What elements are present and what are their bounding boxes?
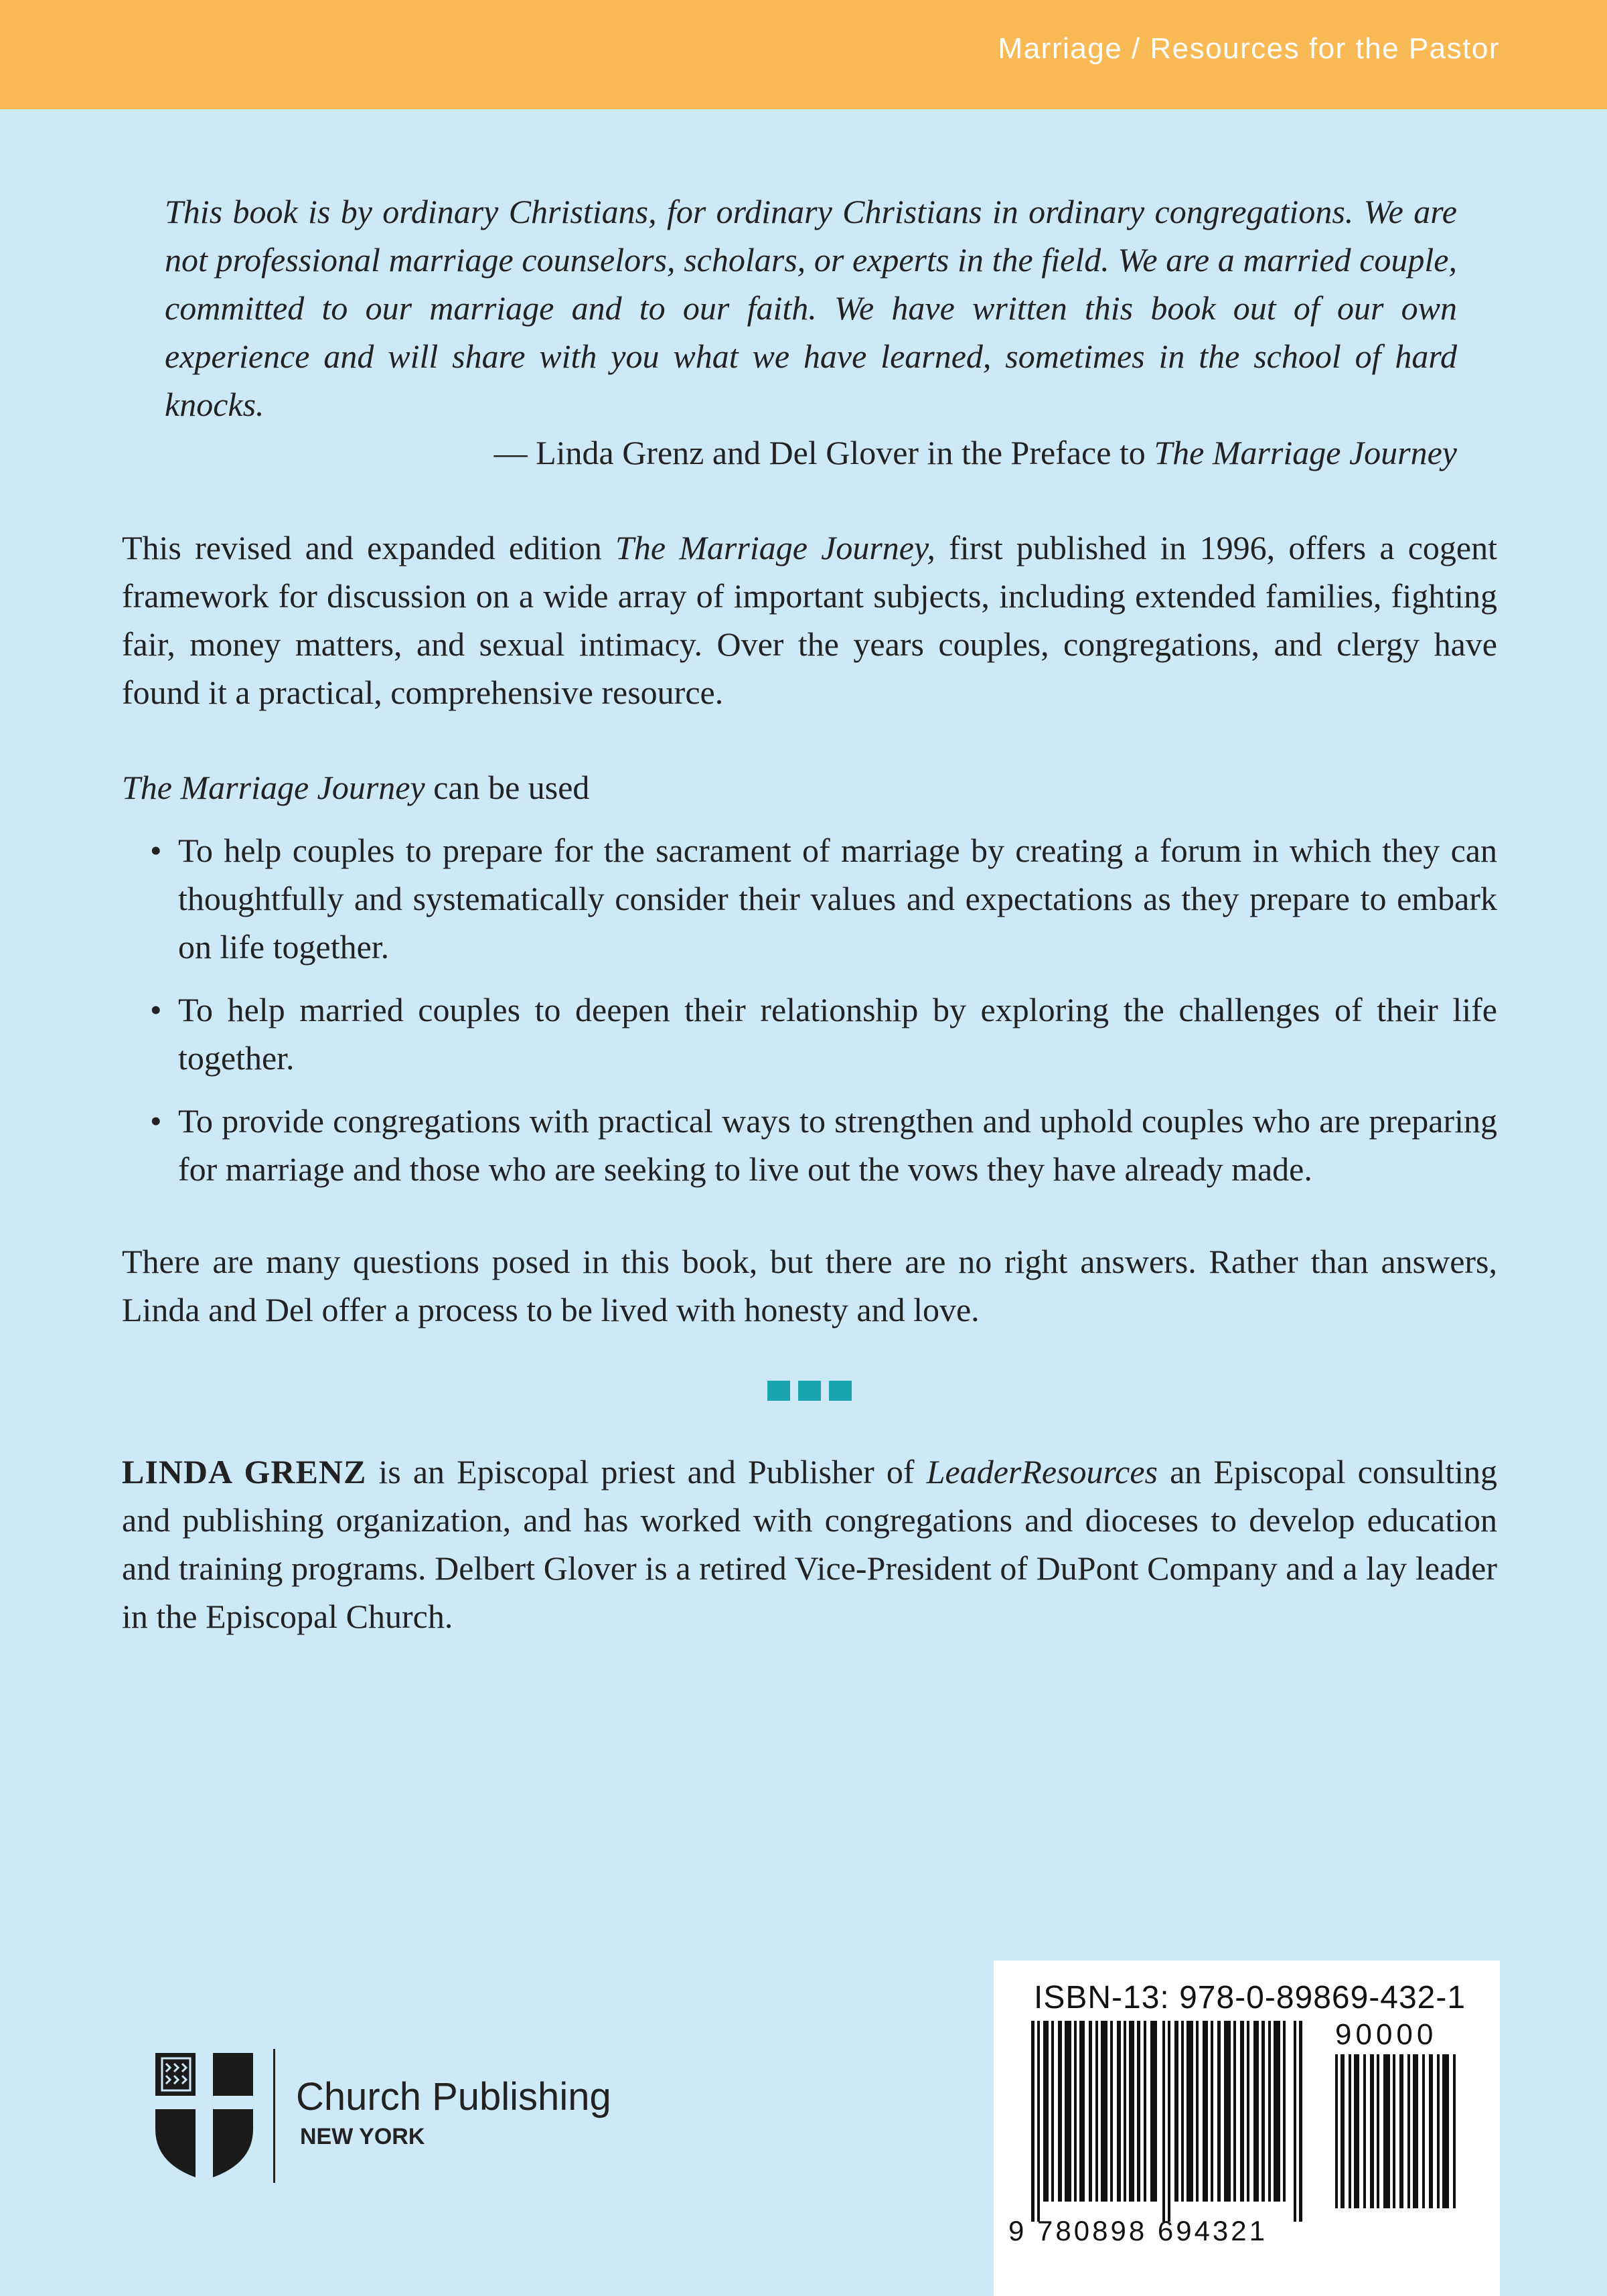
list-item	[122, 986, 1497, 1082]
price-code: 90000	[1335, 2018, 1438, 2051]
divider-square	[829, 1381, 852, 1401]
publisher-logo	[154, 2049, 663, 2183]
isbn-label: ISBN-13: 978-0-89869-432-1	[1034, 1980, 1466, 2015]
publisher-name: Church Publishing	[296, 2075, 611, 2119]
intro-post: first published in 1996, offers a cogent framework for discussion on a wide array of important subjects, including extended families, fighting fair, money matters, and sexual intimacy. Over the years couples, congregations, and clergy have found it a practical, comprehensive resource.	[122, 529, 1498, 711]
list-item	[122, 1097, 1497, 1193]
category-label: Marriage / Resources for the Pastor	[998, 32, 1500, 65]
bio-part1: is an Episcopal priest and Publisher of	[378, 1453, 915, 1490]
divider-square	[798, 1381, 821, 1401]
bio-part2: an Episcopal consulting and publishing organization, and has worked with congregations and dioceses to develop education and training programs. Delbert Glover is a retired Vice-President of DuPont Company and a lay leader in the Episcopal Church.	[122, 1453, 1498, 1635]
list-item-text: To provide congregations with practical ways to strengthen and uphold couples who are preparing for marriage and those who are seeking to live out the vows they have already made.	[178, 1102, 1497, 1188]
bio-org: LeaderResources	[926, 1453, 1158, 1490]
bullet-icon: •	[150, 1102, 162, 1140]
attribution-title: The Marriage Journey	[1154, 434, 1457, 471]
list-item	[122, 826, 1497, 971]
uses-list	[122, 826, 1497, 1193]
publisher-city: NEW YORK	[300, 2124, 425, 2149]
author-bio	[122, 1448, 1497, 1640]
bullet-icon: •	[150, 832, 162, 869]
barcode-box	[994, 1961, 1500, 2296]
divider-square	[767, 1381, 790, 1401]
preface-quote: This book is by ordinary Christians, for ordinary Christians in ordinary congregations. We are not professional marriage counselors, scholars, or experts in the field. We are a married couple, committed to our marriage and to our faith. We have written this book out of our own experience and will share with you what we have learned, sometimes in the school of hard knocks.	[165, 193, 1457, 423]
closing-paragraph: There are many questions posed in this book, but there are no right answers. Rather than answers, Linda and Del offer a process to be lived with honesty and love.	[122, 1243, 1497, 1328]
intro-pre: This revised and expanded edition	[122, 529, 602, 566]
back-cover-text	[122, 187, 1497, 1640]
shield-icon	[154, 2049, 254, 2183]
intro-title: The Marriage Journey,	[615, 529, 935, 566]
intro-paragraph	[122, 524, 1497, 716]
section-divider	[122, 1381, 1497, 1401]
list-item-text: To help married couples to deepen their relationship by exploring the challenges of their life together.	[178, 991, 1497, 1077]
uses-lead-rest: can be used	[433, 769, 590, 806]
attribution-prefix: — Linda Grenz and Del Glover in the Preface to	[493, 434, 1146, 471]
barcode-icon	[1031, 2021, 1312, 2222]
quote-attribution	[122, 429, 1457, 477]
bullet-icon: •	[150, 991, 162, 1028]
logo-divider	[273, 2049, 275, 2183]
list-item-text: To help couples to prepare for the sacrament of marriage by creating a forum in which they can thoughtfully and systematically consider their values and expectations as they prepare to embark on life together.	[178, 832, 1497, 966]
addon-barcode-icon	[1335, 2054, 1469, 2208]
ean-digits: 9 780898 694321	[1008, 2215, 1268, 2246]
uses-lead-title: The Marriage Journey	[122, 769, 425, 806]
top-band	[0, 0, 1607, 109]
uses-lead	[122, 763, 1497, 812]
author-name: LINDA GRENZ	[122, 1453, 367, 1490]
